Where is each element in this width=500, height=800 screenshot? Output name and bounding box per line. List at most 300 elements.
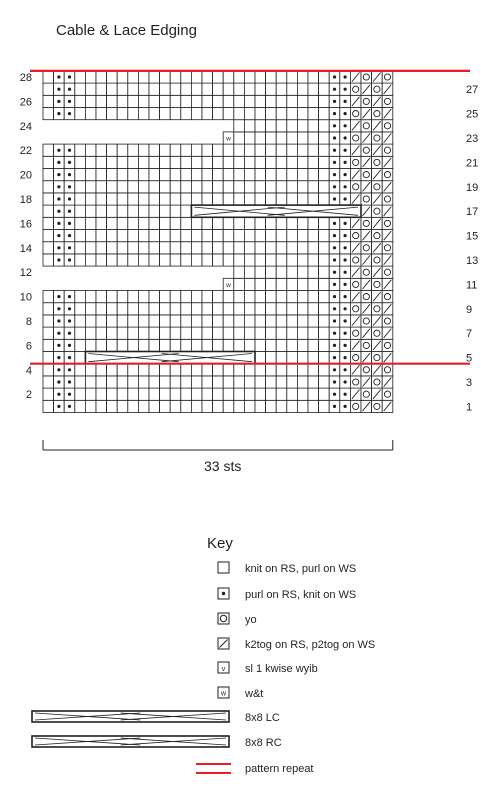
chart-cell: [181, 156, 192, 168]
chart-cell: [276, 108, 287, 120]
chart-cell: [255, 193, 266, 205]
chart-cell: [266, 400, 277, 412]
chart-cell: [96, 303, 107, 315]
purl-dot: [57, 88, 60, 91]
chart-cell: [202, 230, 213, 242]
chart-cell: [170, 108, 181, 120]
chart-cell: [117, 376, 128, 388]
chart-cell: [191, 291, 202, 303]
cable-box: [85, 352, 255, 364]
chart-cell: [276, 217, 287, 229]
chart-cell: [372, 303, 383, 315]
purl-dot: [57, 197, 60, 200]
chart-cell: [319, 83, 330, 95]
key-label-purl: purl on RS, knit on WS: [245, 589, 357, 601]
chart-cell: [382, 388, 393, 400]
purl-dot: [333, 161, 336, 164]
purl-dot: [344, 356, 347, 359]
chart-cell: [117, 327, 128, 339]
chart-cell: [244, 217, 255, 229]
chart-cell: [223, 83, 234, 95]
chart-cell: [244, 144, 255, 156]
purl-dot: [68, 149, 71, 152]
chart-cell: [213, 83, 224, 95]
chart-cell: [96, 291, 107, 303]
chart-cell: [181, 388, 192, 400]
chart-cell: [75, 388, 86, 400]
chart-cell: [255, 266, 266, 278]
chart-cell: [202, 71, 213, 83]
chart-cell: [319, 217, 330, 229]
row-number-left: 14: [19, 242, 32, 255]
chart-cell: [43, 303, 54, 315]
chart-cell: [43, 339, 54, 351]
chart-cell: [138, 400, 149, 412]
chart-cell: [107, 242, 118, 254]
purl-dot: [57, 332, 60, 335]
chart-cell: [266, 266, 277, 278]
purl-dot: [333, 124, 336, 127]
chart-cell: [128, 364, 139, 376]
chart-cell: [75, 83, 86, 95]
purl-dot: [57, 380, 60, 383]
chart-cell: [85, 315, 96, 327]
chart-cell: [75, 315, 86, 327]
purl-dot: [344, 344, 347, 347]
chart-cell: [96, 230, 107, 242]
chart-cell: [117, 144, 128, 156]
purl-dot: [344, 307, 347, 310]
chart-cell: [308, 83, 319, 95]
chart-cell: [96, 364, 107, 376]
chart-cell: [223, 230, 234, 242]
purl-dot: [333, 234, 336, 237]
chart-cell: [297, 230, 308, 242]
chart-cell: [191, 364, 202, 376]
purl-dot: [57, 185, 60, 188]
chart-cell: [170, 156, 181, 168]
chart-cell: [350, 181, 361, 193]
chart-cell: [96, 388, 107, 400]
chart-cell: [308, 120, 319, 132]
chart-cell: [96, 83, 107, 95]
chart-cell: [202, 388, 213, 400]
chart-cell: [213, 95, 224, 107]
chart-cell: [160, 217, 171, 229]
purl-dot: [68, 246, 71, 249]
chart-cell: [213, 388, 224, 400]
chart-cell: [297, 303, 308, 315]
chart-cell: [191, 230, 202, 242]
chart-cell: [308, 217, 319, 229]
chart-cell: [213, 193, 224, 205]
purl-dot: [57, 405, 60, 408]
chart-cell: [181, 83, 192, 95]
chart-cell: [372, 230, 383, 242]
chart-cell: [244, 193, 255, 205]
chart-cell: [138, 254, 149, 266]
chart-cell: [223, 193, 234, 205]
chart-cell: [244, 327, 255, 339]
chart-cell: [85, 193, 96, 205]
chart-cell: [107, 169, 118, 181]
chart-cell: [276, 132, 287, 144]
chart-cell: [170, 315, 181, 327]
chart-cell: [372, 400, 383, 412]
chart-cell: [276, 339, 287, 351]
chart-cell: [287, 108, 298, 120]
chart-cell: [244, 95, 255, 107]
chart-cell: [372, 254, 383, 266]
purl-dot: [333, 380, 336, 383]
chart-cell: [107, 291, 118, 303]
chart-cell: [234, 144, 245, 156]
purl-dot: [344, 234, 347, 237]
chart-cell: [287, 95, 298, 107]
chart-cell: [244, 291, 255, 303]
chart-cell: [213, 230, 224, 242]
row-number-right: 25: [466, 108, 479, 121]
chart-cell: [43, 254, 54, 266]
purl-dot: [344, 405, 347, 408]
chart-cell: [149, 376, 160, 388]
purl-dot: [68, 185, 71, 188]
chart-cell: [160, 291, 171, 303]
chart-cell: [117, 217, 128, 229]
chart-cell: [234, 315, 245, 327]
chart-cell: [266, 156, 277, 168]
chart-cell: [96, 376, 107, 388]
chart-cell: [149, 364, 160, 376]
chart-cell: [213, 169, 224, 181]
row-number-right: 5: [466, 352, 473, 365]
purl-dot: [68, 405, 71, 408]
chart-cell: [234, 388, 245, 400]
chart-cell: [266, 230, 277, 242]
chart-cell: [43, 230, 54, 242]
chart-cell: [287, 266, 298, 278]
chart-cell: [117, 388, 128, 400]
chart-cell: [75, 193, 86, 205]
chart-cell: [266, 327, 277, 339]
chart-cell: [319, 156, 330, 168]
chart-cell: [128, 156, 139, 168]
purl-dot: [68, 88, 71, 91]
chart-cell: [85, 169, 96, 181]
chart-cell: [276, 303, 287, 315]
chart-cell: [128, 217, 139, 229]
chart-cell: [287, 71, 298, 83]
chart-cell: [234, 327, 245, 339]
chart-cell: [170, 242, 181, 254]
chart-cell: [361, 169, 372, 181]
purl-dot: [344, 100, 347, 103]
dot-square-icon: [222, 592, 225, 595]
chart-cell: [181, 169, 192, 181]
chart-cell: [96, 169, 107, 181]
chart-cell: [266, 120, 277, 132]
circle-square-icon: [218, 613, 229, 624]
purl-dot: [68, 234, 71, 237]
chart-cell: [75, 71, 86, 83]
chart-cell: [244, 303, 255, 315]
chart-cell: [319, 95, 330, 107]
purl-dot: [344, 197, 347, 200]
purl-dot: [344, 88, 347, 91]
chart-cell: [255, 291, 266, 303]
chart-cell: [75, 339, 86, 351]
purl-dot: [57, 149, 60, 152]
chart-cell: [361, 193, 372, 205]
chart-cell: [297, 400, 308, 412]
chart-cell: [276, 193, 287, 205]
chart-cell: [85, 291, 96, 303]
chart-cell: [138, 205, 149, 217]
chart-cell: [234, 230, 245, 242]
chart-cell: [308, 144, 319, 156]
chart-cell: [149, 193, 160, 205]
chart-cell: [149, 83, 160, 95]
chart-cell: [128, 388, 139, 400]
chart-cell: [160, 95, 171, 107]
chart-cell: [255, 71, 266, 83]
chart-cell: [138, 181, 149, 193]
chart-cell: [276, 266, 287, 278]
purl-dot: [344, 222, 347, 225]
chart-cell: [350, 254, 361, 266]
chart-cell: [96, 95, 107, 107]
chart-cell: [107, 193, 118, 205]
chart-cell: [244, 254, 255, 266]
purl-dot: [68, 368, 71, 371]
purl-dot: [68, 75, 71, 78]
chart-cell: [75, 181, 86, 193]
purl-dot: [333, 246, 336, 249]
chart-cell: [181, 205, 192, 217]
chart-cell: [213, 339, 224, 351]
purl-dot: [333, 100, 336, 103]
chart-cell: [170, 400, 181, 412]
chart-cell: [181, 71, 192, 83]
purl-dot: [344, 319, 347, 322]
purl-dot: [344, 173, 347, 176]
chart-cell: [160, 364, 171, 376]
chart-cell: [160, 108, 171, 120]
chart-cell: [234, 169, 245, 181]
chart-cell: [266, 181, 277, 193]
chart-cell: [128, 303, 139, 315]
chart-cell: [234, 278, 245, 290]
chart-cell: [117, 193, 128, 205]
chart-cell: [372, 108, 383, 120]
chart-cell: [149, 327, 160, 339]
row-number-left: 20: [19, 169, 32, 182]
chart-cell: [160, 71, 171, 83]
chart-cell: [255, 400, 266, 412]
chart-cell: [308, 193, 319, 205]
chart-cell: [128, 83, 139, 95]
purl-dot: [68, 100, 71, 103]
purl-dot: [333, 197, 336, 200]
chart-cell: [181, 254, 192, 266]
chart-cell: [382, 120, 393, 132]
chart-cell: [276, 95, 287, 107]
purl-dot: [57, 222, 60, 225]
purl-dot: [57, 100, 60, 103]
key-label-yo: yo: [245, 614, 257, 626]
chart-cell: [160, 156, 171, 168]
chart-cell: [43, 364, 54, 376]
chart-cell: [372, 376, 383, 388]
chart-cell: [266, 315, 277, 327]
chart-cell: [128, 230, 139, 242]
chart-cell: [382, 242, 393, 254]
chart-cell: [138, 193, 149, 205]
chart-cell: [85, 364, 96, 376]
chart-cell: [128, 169, 139, 181]
chart-cell: [191, 193, 202, 205]
chart-cell: [319, 315, 330, 327]
chart-cell: [213, 144, 224, 156]
chart-cell: [244, 132, 255, 144]
chart-cell: [361, 364, 372, 376]
chart-cell: [287, 376, 298, 388]
chart-cell: [128, 339, 139, 351]
chart-cell: [138, 95, 149, 107]
w-square-icon: w: [220, 690, 227, 698]
chart-cell: [308, 266, 319, 278]
chart-cell: [287, 364, 298, 376]
chart-cell: [128, 400, 139, 412]
chart-cell: [170, 291, 181, 303]
chart-cell: [297, 108, 308, 120]
chart-cell: [138, 303, 149, 315]
row-number-left: 8: [25, 316, 32, 328]
chart-cell: [96, 339, 107, 351]
chart-cell: [255, 108, 266, 120]
chart-cell: [96, 327, 107, 339]
chart-cell: [266, 291, 277, 303]
chart-cell: [213, 254, 224, 266]
purl-dot: [68, 332, 71, 335]
chart-cell: [170, 303, 181, 315]
chart-cell: [85, 181, 96, 193]
chart-cell: [287, 132, 298, 144]
chart-cell: [107, 95, 118, 107]
chart-cell: [170, 193, 181, 205]
chart-cell: [191, 315, 202, 327]
chart-cell: [287, 254, 298, 266]
chart-cell: [297, 254, 308, 266]
purl-dot: [57, 173, 60, 176]
purl-dot: [57, 246, 60, 249]
chart-cell: [213, 291, 224, 303]
chart-cell: [319, 388, 330, 400]
chart-cell: [276, 71, 287, 83]
chart-cell: [117, 364, 128, 376]
chart-cell: [308, 400, 319, 412]
chart-cell: [117, 230, 128, 242]
chart-cell: [276, 156, 287, 168]
chart-cell: [191, 169, 202, 181]
chart-cell: [223, 156, 234, 168]
chart-cell: [85, 303, 96, 315]
chart-cell: [255, 364, 266, 376]
chart-cell: [350, 156, 361, 168]
purl-dot: [68, 112, 71, 115]
chart-cell: [319, 254, 330, 266]
key-label-wrap-turn: w&t: [245, 688, 264, 700]
chart-cell: [191, 83, 202, 95]
chart-cell: [319, 144, 330, 156]
chart-cell: [234, 400, 245, 412]
row-number-left: 4: [25, 364, 32, 377]
chart-cell: [202, 181, 213, 193]
chart-cell: [170, 230, 181, 242]
chart-cell: [43, 315, 54, 327]
purl-dot: [344, 283, 347, 286]
chart-cell: [287, 217, 298, 229]
chart-cell: [160, 144, 171, 156]
chart-cell: [43, 291, 54, 303]
row-number-left: 18: [19, 194, 32, 206]
chart-cell: [223, 71, 234, 83]
chart-cell: [96, 315, 107, 327]
chart-cell: [191, 303, 202, 315]
chart-cell: [138, 388, 149, 400]
chart-cell: [234, 376, 245, 388]
chart-cell: [266, 339, 277, 351]
chart-cell: [223, 242, 234, 254]
chart-cell: [75, 291, 86, 303]
chart-cell: [202, 83, 213, 95]
row-number-left: 22: [19, 145, 32, 158]
chart-cell: [191, 376, 202, 388]
chart-cell: [244, 339, 255, 351]
chart-cell: [138, 230, 149, 242]
chart-cell: [128, 315, 139, 327]
chart-cell: [96, 400, 107, 412]
purl-dot: [333, 112, 336, 115]
chart-cell: [117, 291, 128, 303]
chart-cell: [191, 327, 202, 339]
chart-cell: [85, 83, 96, 95]
chart-cell: [107, 327, 118, 339]
chart-cell: [202, 254, 213, 266]
chart-cell: [96, 71, 107, 83]
chart-cell: [181, 217, 192, 229]
chart-cell: [138, 327, 149, 339]
chart-cell: [149, 254, 160, 266]
purl-dot: [333, 295, 336, 298]
chart-cell: [255, 156, 266, 168]
chart-cell: [107, 156, 118, 168]
purl-dot: [333, 258, 336, 261]
chart-cell: [266, 83, 277, 95]
purl-dot: [344, 258, 347, 261]
chart-cell: [287, 339, 298, 351]
chart-cell: [266, 352, 277, 364]
purl-dot: [68, 356, 71, 359]
chart-cell: [266, 95, 277, 107]
chart-cell: [149, 291, 160, 303]
chart-cell: [308, 71, 319, 83]
row-number-right: 17: [466, 206, 479, 219]
chart-cell: [75, 230, 86, 242]
chart-cell: [202, 156, 213, 168]
chart-cell: [308, 254, 319, 266]
purl-dot: [333, 271, 336, 274]
